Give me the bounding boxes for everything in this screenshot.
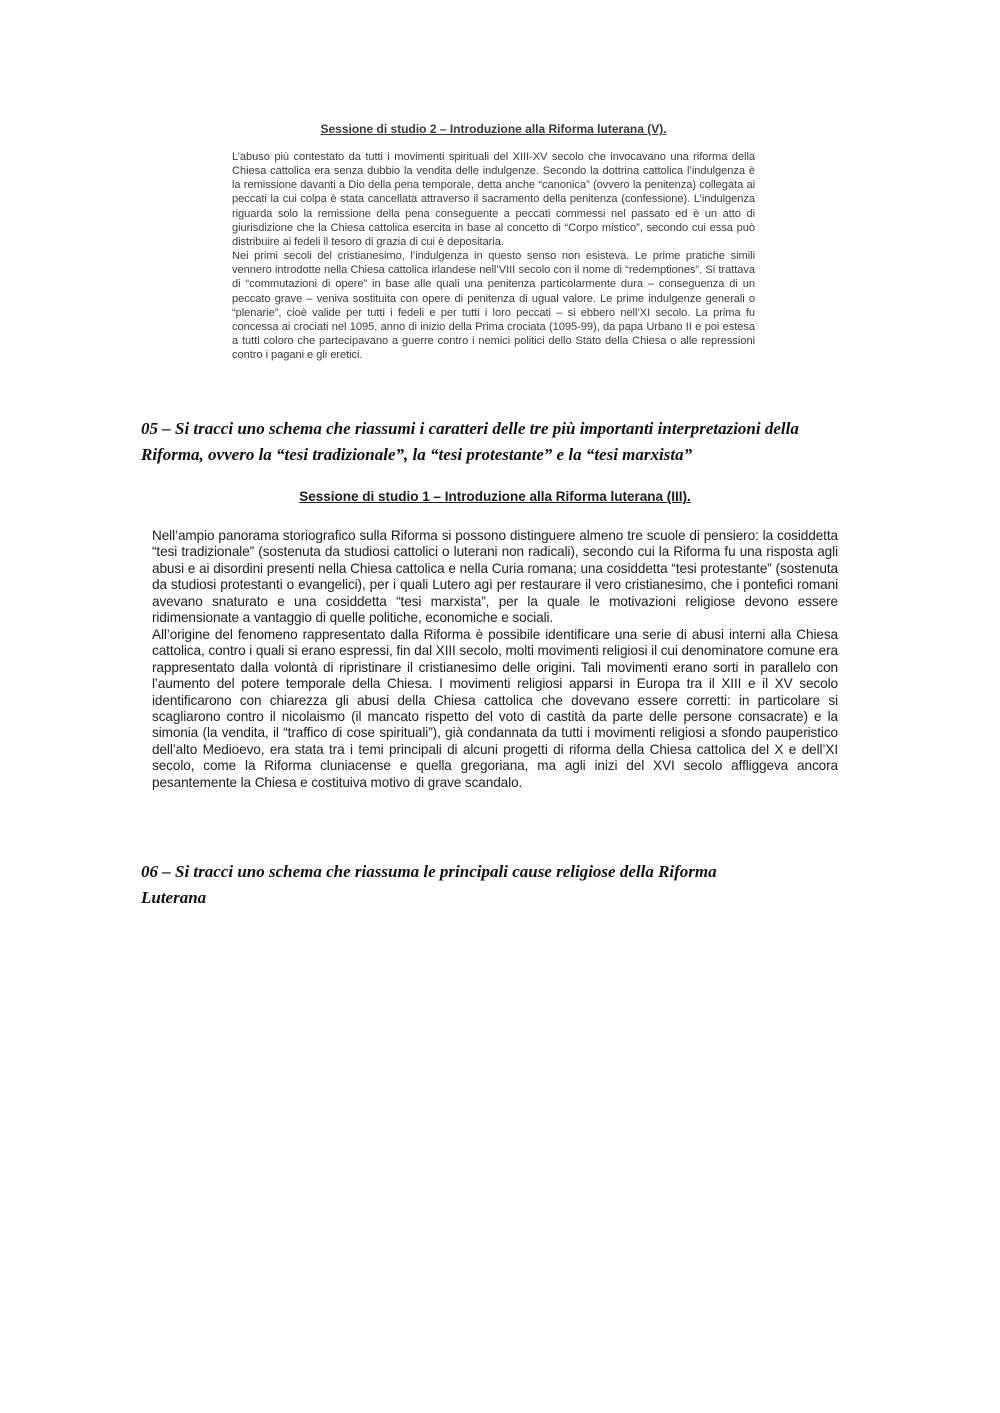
question-06: 06 – Si tracci uno schema che riassuma le principali cause religiose della Riforma Luterana bbox=[141, 862, 717, 907]
excerpt-body bbox=[232, 150, 755, 362]
excerpt-paragraph: Nei primi secoli del cristianesimo, l’indulgenza in questo senso non esisteva. Le prime pratiche simili vennero introdotte nella Chiesa cattolica irlandese nell’VIII secolo con il nome di “redemptiones”. Si trattava di “commutazioni di opere” in base alle quali una penitenza particolarmente dura – conseguenza di un peccato grave – veniva sostituita con opere di penitenza di ugual valore. Le prime indulgenze generali o “plenarie”, cioè valide per tutti i fedeli e per tutti i loro peccati – si ebbero nell’XI secolo. La prima fu concessa ai crociati nel 1095, anno di inizio della Prima crociata (1095-99), da papa Urbano II e poi estesa a tutti coloro che partecipavano a guerre contro i nemici politici dello Stato della Chiesa o alle repressioni contro i pagani e gli eretici. bbox=[232, 250, 755, 362]
excerpt-paragraph: All’origine del fenomeno rappresentato dalla Riforma è possibile identificare una serie di abusi interni alla Chiesa cattolica, contro i quali si erano espressi, fin dal XIII secolo, molti movimenti religiosi il cui denominatore comune era rappresentato dalla volontà di ripristinare il cristianesimo delle origini. Tali movimenti erano sorti in parallelo con l’aumento del potere temporale della Chiesa. I movimenti religiosi apparsi in Europa tra il XIII e il XV secolo identificarono con chiarezza gli abusi della Chiesa cattolica che dovevano essere corretti: in particolare si scagliarono contro il nicolaismo (il mancato rispetto del voto di castità da parte delle persone consacrate) e la simonia (la vendita, il “traffico di cose spirituali”), già condannata da tutti i movimenti religiosi a sfondo pauperistico dell’alto Medioevo, era stata tra i temi principali di alcuni progetti di riforma della Chiesa cattolica del X e dell’XI secolo, come la Riforma cluniacense e quella gregoriana, ma agli inizi del XVI secolo affliggeva ancora pesantemente la Chiesa e costituiva motivo di grave scandalo. bbox=[152, 626, 838, 790]
excerpt-riforma-iii bbox=[152, 488, 838, 791]
question-05: 05 – Si tracci uno schema che riassumi i caratteri delle tre più importanti interpretazioni della Riforma, ovvero la “tesi tradizionale”, la “tesi protestante” e la “tesi marxista” bbox=[141, 419, 799, 464]
excerpt-title: Sessione di studio 2 – Introduzione alla Riforma luterana (V). bbox=[320, 122, 667, 136]
excerpt-title: Sessione di studio 1 – Introduzione alla Riforma luterana (III). bbox=[299, 489, 691, 504]
excerpt-paragraph: Nell’ampio panorama storiografico sulla Riforma si possono distinguere almeno tre scuole di pensiero: la cosiddetta “tesi tradizionale” (sostenuta da studiosi cattolici o luterani non radicali), secondo cui la Riforma fu una risposta agli abusi e ai disordini presenti nella Chiesa cattolica e nella Curia romana; una cosiddetta “tesi protestante” (sostenuta da studiosi protestanti o evangelici), per i quali Lutero agì per restaurare il vero cristianesimo, che i pontefici romani avevano snaturato e una cosiddetta “tesi marxista”, per la quale le motivazioni religiose devono essere ridimensionate a vantaggio di quelle politiche, economiche e sociali. bbox=[152, 528, 838, 626]
excerpt-body bbox=[152, 528, 838, 791]
excerpt-riforma-v bbox=[232, 121, 755, 362]
excerpt-paragraph: L’abuso più contestato da tutti i movimenti spirituali del XIII-XV secolo che invocavano una riforma della Chiesa cattolica era senza dubbio la vendita delle indulgenze. Secondo la dottrina cattolica l’indulgenza è la remissione davanti a Dio della pena temporale, detta anche “canonica” (ovvero la penitenza) collegata ai peccati la cui colpa è stata cancellata attraverso il sacramento della penitenza (confessione). L’indulgenza riguarda solo la remissione della pena conseguente a peccati commessi nel passato ed è un atto di giurisdizione che la Chiesa cattolica esercita in base al concetto di “Corpo mistico”, secondo cui essa può distribuire ai fedeli il tesoro di grazia di cui è depositaria. bbox=[232, 151, 755, 248]
